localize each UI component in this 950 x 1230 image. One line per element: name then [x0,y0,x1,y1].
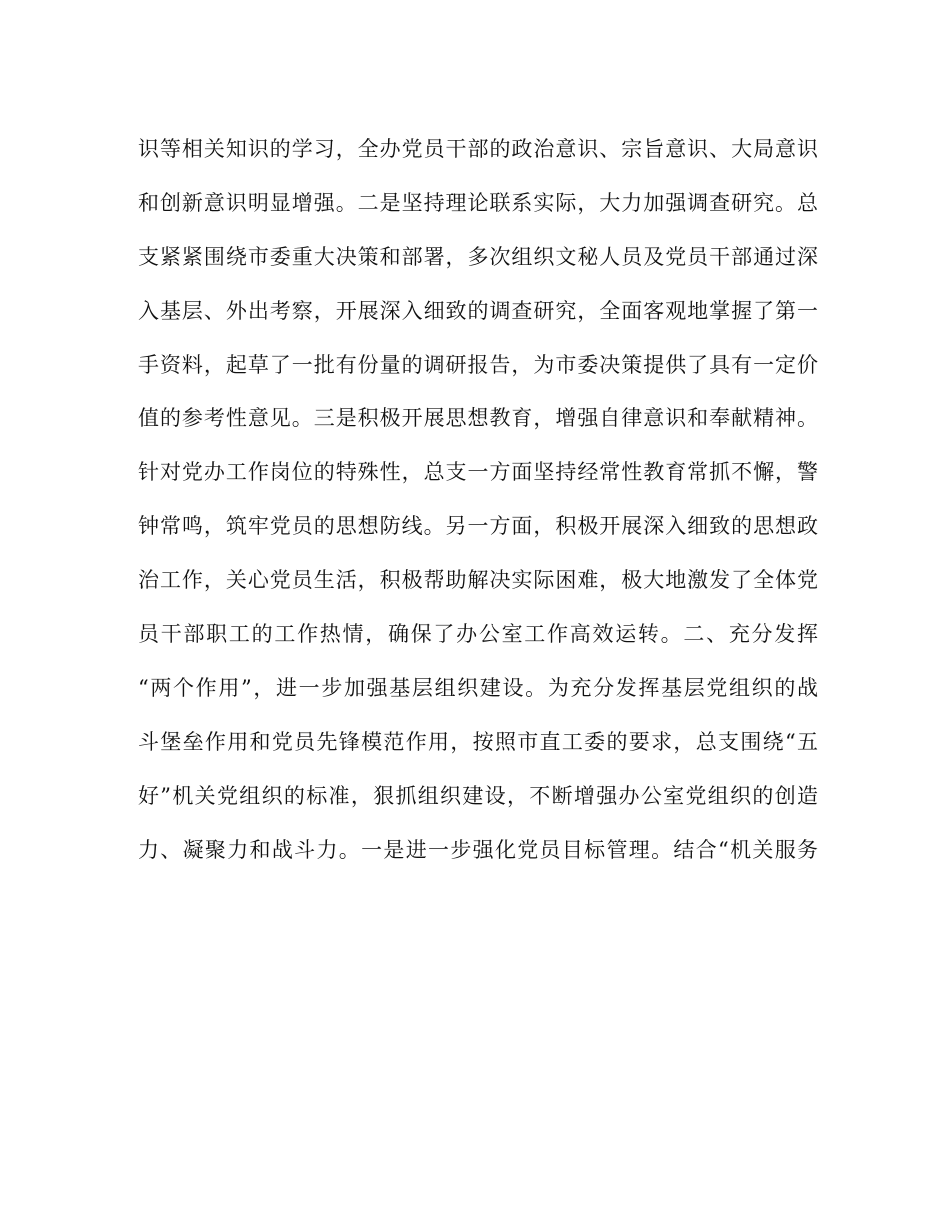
text-line-4: 入基层、外出考察，开展深入细致的调查研究，全面客观地掌握了第一 [138,298,818,323]
text-line-12: 斗堡垒作用和党员先锋模范作用，按照市直工委的要求，总支围绕“五 [138,729,818,754]
text-line-2: 和创新意识明显增强。二是坚持理论联系实际，大力加强调查研究。总 [138,190,818,215]
text-line-7: 针对党办工作岗位的特殊性，总支一方面坚持经常性教育常抓不懈，警 [138,460,818,485]
body-text [138,123,818,877]
text-line-8: 钟常鸣，筑牢党员的思想防线。另一方面，积极开展深入细致的思想政 [138,514,818,539]
text-line-9: 治工作，关心党员生活，积极帮助解决实际困难，极大地激发了全体党 [138,568,818,593]
text-line-13: 好”机关党组织的标准，狠抓组织建设，不断增强办公室党组织的创造 [138,783,818,808]
text-line-3: 支紧紧围绕市委重大决策和部署，多次组织文秘人员及党员干部通过深 [138,244,818,269]
text-line-6: 值的参考性意见。三是积极开展思想教育，增强自律意识和奉献精神。 [138,406,818,431]
text-line-5: 手资料，起草了一批有份量的调研报告，为市委决策提供了具有一定价 [138,352,818,377]
text-line-10: 员干部职工的工作热情，确保了办公室工作高效运转。二、充分发挥 [138,622,818,647]
text-line-14: 力、凝聚力和战斗力。一是进一步强化党员目标管理。结合“机关服务 [138,837,818,862]
text-line-1: 识等相关知识的学习，全办党员干部的政治意识、宗旨意识、大局意识 [138,137,818,161]
text-line-11: “两个作用”，进一步加强基层组织建设。为充分发挥基层党组织的战 [138,675,818,700]
